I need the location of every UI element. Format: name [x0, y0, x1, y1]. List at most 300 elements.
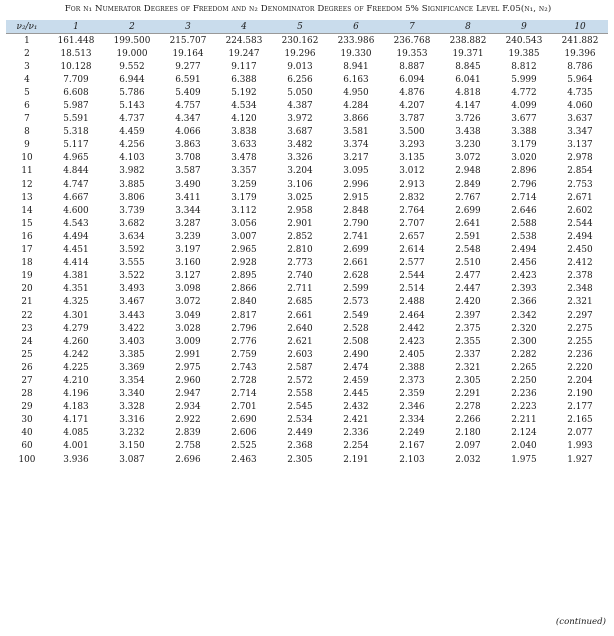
- table-cell: 2.321: [455, 362, 481, 373]
- table-cell: 2.714: [511, 192, 537, 203]
- table-row: [6, 453, 608, 466]
- table-cell: 2.282: [511, 349, 537, 360]
- table-cell: 3.982: [119, 166, 145, 177]
- table-cell: 2.764: [399, 205, 425, 216]
- table-cell: 233.986: [328, 34, 384, 48]
- table-cell: 19.353: [396, 48, 428, 59]
- column-header: 10: [552, 20, 608, 34]
- table-cell: 2.602: [567, 205, 593, 216]
- table-cell: 2.423: [399, 336, 425, 347]
- table-cell: 3.634: [119, 231, 145, 242]
- table-row: [6, 178, 608, 191]
- row-df-label: 22: [21, 310, 33, 321]
- table-cell: 4.260: [63, 336, 89, 347]
- table-cell: 9.013: [287, 61, 313, 72]
- table-cell: 4.818: [455, 87, 481, 98]
- table-cell: 2.477: [455, 271, 481, 282]
- header-row: [6, 20, 608, 34]
- table-cell: 2.796: [231, 323, 257, 334]
- table-cell: 240.543: [496, 34, 552, 48]
- table-cell: 2.494: [567, 231, 593, 242]
- column-header: 1: [48, 20, 104, 34]
- table-row: [6, 152, 608, 165]
- table-cell: 3.838: [231, 127, 257, 138]
- table-cell: 3.179: [511, 140, 537, 151]
- table-cell: 2.514: [399, 284, 425, 295]
- row-df-label: 5: [24, 87, 30, 98]
- table-cell: 3.682: [119, 218, 145, 229]
- table-cell: 3.127: [175, 271, 201, 282]
- table-cell: 18.513: [60, 48, 92, 59]
- table-cell: 4.147: [455, 101, 481, 112]
- table-cell: 3.726: [455, 114, 481, 125]
- table-cell: 241.882: [552, 34, 608, 48]
- row-df-label: 1: [6, 34, 48, 48]
- table-cell: 2.450: [567, 245, 593, 256]
- column-header: 4: [216, 20, 272, 34]
- table-cell: 3.787: [399, 114, 425, 125]
- table-cell: 2.538: [511, 231, 537, 242]
- table-cell: 4.279: [63, 323, 89, 334]
- row-df-label: 21: [21, 297, 33, 308]
- table-row: [6, 270, 608, 283]
- table-cell: 3.592: [119, 245, 145, 256]
- table-cell: 7.709: [63, 74, 89, 85]
- table-cell: 2.573: [343, 297, 369, 308]
- corner-label: ν₂/ν₁: [6, 20, 48, 34]
- table-cell: 4.414: [63, 258, 89, 269]
- table-cell: 3.009: [175, 336, 201, 347]
- table-cell: 199.500: [104, 34, 160, 48]
- table-cell: 3.467: [119, 297, 145, 308]
- row-df-label: 40: [21, 428, 33, 439]
- table-row: [6, 388, 608, 401]
- table-cell: 6.591: [175, 74, 201, 85]
- table-cell: 2.741: [343, 231, 369, 242]
- table-cell: 230.162: [272, 34, 328, 48]
- table-cell: 2.191: [343, 454, 369, 465]
- table-cell: 3.106: [287, 179, 313, 190]
- table-cell: 2.449: [287, 428, 313, 439]
- table-cell: 4.965: [63, 153, 89, 164]
- table-cell: 2.355: [455, 336, 481, 347]
- column-header: 5: [272, 20, 328, 34]
- table-cell: 2.958: [287, 205, 313, 216]
- table-cell: 2.297: [567, 310, 593, 321]
- row-df-label: 13: [21, 192, 33, 203]
- table-cell: 3.326: [287, 153, 313, 164]
- table-cell: 2.266: [455, 415, 481, 426]
- table-cell: 2.996: [343, 179, 369, 190]
- table-cell: 3.422: [119, 323, 145, 334]
- table-cell: 2.991: [175, 349, 201, 360]
- table-cell: 4.387: [287, 101, 313, 112]
- table-cell: 3.687: [287, 127, 313, 138]
- table-row: [6, 139, 608, 152]
- table-cell: 3.025: [287, 192, 313, 203]
- table-cell: 4.950: [343, 87, 369, 98]
- table-cell: 3.204: [287, 166, 313, 177]
- table-cell: 2.373: [399, 375, 425, 386]
- table-cell: 2.743: [231, 362, 257, 373]
- table-cell: 2.336: [343, 428, 369, 439]
- table-cell: 2.960: [175, 375, 201, 386]
- table-cell: 3.443: [119, 310, 145, 321]
- table-row: [6, 440, 608, 453]
- table-cell: 2.558: [287, 389, 313, 400]
- table-cell: 3.354: [119, 375, 145, 386]
- table-cell: 3.239: [175, 231, 201, 242]
- row-df-label: 28: [21, 389, 33, 400]
- table-cell: 2.490: [343, 349, 369, 360]
- table-cell: 2.621: [287, 336, 313, 347]
- table-cell: 2.776: [231, 336, 257, 347]
- table-cell: 3.344: [175, 205, 201, 216]
- row-df-label: 11: [21, 166, 33, 177]
- table-cell: 224.583: [216, 34, 272, 48]
- row-df-label: 12: [21, 179, 33, 190]
- table-cell: 1.927: [567, 454, 593, 465]
- table-cell: 6.608: [63, 87, 89, 98]
- table-row: [6, 126, 608, 139]
- table-row: [6, 374, 608, 387]
- table-cell: 5.786: [119, 87, 145, 98]
- table-cell: 236.768: [384, 34, 440, 48]
- table-cell: 3.863: [175, 140, 201, 151]
- table-cell: 4.459: [119, 127, 145, 138]
- row-df-label: 6: [24, 101, 30, 112]
- table-row: [6, 335, 608, 348]
- table-cell: 2.839: [175, 428, 201, 439]
- table-cell: 3.490: [175, 179, 201, 190]
- table-cell: 3.007: [231, 231, 257, 242]
- table-cell: 3.438: [455, 127, 481, 138]
- table-cell: 1.975: [511, 454, 537, 465]
- table-cell: 2.915: [343, 192, 369, 203]
- table-cell: 2.525: [231, 441, 257, 452]
- table-cell: 2.549: [343, 310, 369, 321]
- table-cell: 2.796: [511, 179, 537, 190]
- table-cell: 2.599: [343, 284, 369, 295]
- table-row: [6, 34, 608, 48]
- table-cell: 3.217: [343, 153, 369, 164]
- table-cell: 3.232: [119, 428, 145, 439]
- table-cell: 2.975: [175, 362, 201, 373]
- table-cell: 4.225: [63, 362, 89, 373]
- table-cell: 3.369: [119, 362, 145, 373]
- table-cell: 2.572: [287, 375, 313, 386]
- column-header: 8: [440, 20, 496, 34]
- table-cell: 2.545: [287, 402, 313, 413]
- table-cell: 2.265: [511, 362, 537, 373]
- table-cell: 19.247: [228, 48, 260, 59]
- table-cell: 2.817: [231, 310, 257, 321]
- table-cell: 8.887: [399, 61, 425, 72]
- table-cell: 1.993: [567, 441, 593, 452]
- table-cell: 3.328: [119, 402, 145, 413]
- table-cell: 3.739: [119, 205, 145, 216]
- table-cell: 4.196: [63, 389, 89, 400]
- table-cell: 19.396: [564, 48, 596, 59]
- row-df-label: 20: [21, 284, 33, 295]
- row-df-label: 100: [18, 454, 36, 465]
- row-df-label: 26: [21, 362, 33, 373]
- table-cell: 4.325: [63, 297, 89, 308]
- row-df-label: 10: [21, 153, 33, 164]
- table-cell: 2.685: [287, 297, 313, 308]
- table-cell: 6.388: [231, 74, 257, 85]
- table-row: [6, 204, 608, 217]
- table-cell: 3.259: [231, 179, 257, 190]
- table-cell: 2.534: [287, 415, 313, 426]
- table-cell: 19.385: [508, 48, 540, 59]
- table-row: [6, 322, 608, 335]
- table-cell: 3.028: [175, 323, 201, 334]
- table-cell: 3.179: [231, 192, 257, 203]
- table-cell: 3.056: [231, 218, 257, 229]
- table-cell: 19.371: [452, 48, 484, 59]
- table-row: [6, 99, 608, 112]
- table-cell: 4.301: [63, 310, 89, 321]
- table-cell: 3.677: [511, 114, 537, 125]
- table-cell: 2.275: [567, 323, 593, 334]
- table-cell: 6.944: [119, 74, 145, 85]
- table-cell: 3.072: [175, 297, 201, 308]
- table-cell: 4.735: [567, 87, 593, 98]
- table-cell: 8.845: [455, 61, 481, 72]
- row-df-label: 16: [21, 231, 33, 242]
- table-cell: 4.451: [63, 245, 89, 256]
- table-cell: 2.544: [399, 271, 425, 282]
- table-cell: 2.204: [567, 375, 593, 386]
- table-cell: 2.810: [287, 245, 313, 256]
- table-cell: 3.095: [343, 166, 369, 177]
- table-cell: 4.844: [63, 166, 89, 177]
- table-cell: 3.374: [343, 140, 369, 151]
- table-cell: 2.606: [231, 428, 257, 439]
- table-cell: 2.305: [455, 375, 481, 386]
- row-df-label: 60: [21, 441, 33, 452]
- table-cell: 2.375: [455, 323, 481, 334]
- table-cell: 2.640: [287, 323, 313, 334]
- table-cell: 3.340: [119, 389, 145, 400]
- table-cell: 2.928: [231, 258, 257, 269]
- row-df-label: 25: [21, 349, 33, 360]
- table-cell: 3.972: [287, 114, 313, 125]
- table-cell: 2.603: [287, 349, 313, 360]
- table-cell: 238.882: [440, 34, 496, 48]
- table-cell: 2.701: [231, 402, 257, 413]
- column-header: 2: [104, 20, 160, 34]
- table-cell: 2.696: [175, 454, 201, 465]
- column-header: 3: [160, 20, 216, 34]
- table-cell: 2.707: [399, 218, 425, 229]
- table-cell: 8.812: [511, 61, 537, 72]
- table-row: [6, 60, 608, 73]
- table-cell: 2.854: [567, 166, 593, 177]
- table-cell: 2.840: [231, 297, 257, 308]
- table-cell: 4.757: [175, 101, 201, 112]
- table-cell: 4.747: [63, 179, 89, 190]
- table-cell: 4.351: [63, 284, 89, 295]
- table-cell: 2.421: [343, 415, 369, 426]
- table-cell: 3.385: [119, 349, 145, 360]
- table-row: [6, 361, 608, 374]
- table-cell: 2.459: [343, 375, 369, 386]
- table-cell: 3.936: [63, 454, 89, 465]
- table-cell: 2.346: [399, 402, 425, 413]
- table-cell: 2.040: [511, 441, 537, 452]
- table-cell: 5.591: [63, 114, 89, 125]
- column-header: 7: [384, 20, 440, 34]
- table-cell: 2.922: [175, 415, 201, 426]
- table-cell: 3.287: [175, 218, 201, 229]
- row-df-label: 14: [21, 205, 33, 216]
- table-cell: 4.347: [175, 114, 201, 125]
- table-cell: 2.359: [399, 389, 425, 400]
- table-cell: 6.256: [287, 74, 313, 85]
- table-cell: 2.711: [287, 284, 313, 295]
- row-df-label: 7: [24, 114, 30, 125]
- table-cell: 2.832: [399, 192, 425, 203]
- table-cell: 4.737: [119, 114, 145, 125]
- f-distribution-table: [6, 20, 608, 466]
- table-cell: 2.124: [511, 428, 537, 439]
- table-cell: 9.117: [231, 61, 257, 72]
- table-row: [6, 244, 608, 257]
- table-cell: 4.001: [63, 441, 89, 452]
- table-cell: 2.699: [343, 245, 369, 256]
- table-cell: 2.901: [287, 218, 313, 229]
- table-cell: 5.318: [63, 127, 89, 138]
- table-cell: 19.000: [116, 48, 148, 59]
- table-cell: 3.160: [175, 258, 201, 269]
- table-cell: 2.641: [455, 218, 481, 229]
- row-df-label: 19: [21, 271, 33, 282]
- table-cell: 4.543: [63, 218, 89, 229]
- table-cell: 2.249: [399, 428, 425, 439]
- table-cell: 3.403: [119, 336, 145, 347]
- table-cell: 2.849: [455, 179, 481, 190]
- table-cell: 4.085: [63, 428, 89, 439]
- table-cell: 2.447: [455, 284, 481, 295]
- table-cell: 4.494: [63, 231, 89, 242]
- row-df-label: 27: [21, 375, 33, 386]
- table-cell: 4.534: [231, 101, 257, 112]
- table-cell: 2.494: [511, 245, 537, 256]
- table-cell: 4.284: [343, 101, 369, 112]
- table-cell: 4.120: [231, 114, 257, 125]
- table-cell: 19.296: [284, 48, 316, 59]
- table-cell: 4.381: [63, 271, 89, 282]
- table-cell: 3.020: [511, 153, 537, 164]
- table-cell: 2.420: [455, 297, 481, 308]
- table-cell: 6.094: [399, 74, 425, 85]
- table-cell: 2.291: [455, 389, 481, 400]
- table-cell: 2.548: [455, 245, 481, 256]
- table-cell: 3.708: [175, 153, 201, 164]
- table-cell: 2.254: [343, 441, 369, 452]
- table-cell: 2.180: [455, 428, 481, 439]
- table-cell: 3.072: [455, 153, 481, 164]
- table-row: [6, 73, 608, 86]
- table-cell: 2.032: [455, 454, 481, 465]
- table-cell: 5.143: [119, 101, 145, 112]
- table-cell: 3.500: [399, 127, 425, 138]
- table-cell: 3.388: [511, 127, 537, 138]
- table-cell: 2.300: [511, 336, 537, 347]
- table-cell: 2.236: [511, 389, 537, 400]
- table-cell: 4.066: [175, 127, 201, 138]
- table-cell: 2.368: [287, 441, 313, 452]
- table-cell: 4.103: [119, 153, 145, 164]
- table-row: [6, 217, 608, 230]
- table-cell: 10.128: [60, 61, 92, 72]
- table-row: [6, 348, 608, 361]
- table-cell: 2.220: [567, 362, 593, 373]
- table-cell: 2.378: [567, 271, 593, 282]
- table-cell: 2.852: [287, 231, 313, 242]
- table-cell: 5.409: [175, 87, 201, 98]
- table-cell: 2.790: [343, 218, 369, 229]
- table-cell: 2.699: [455, 205, 481, 216]
- table-cell: 2.337: [455, 349, 481, 360]
- table-cell: 3.806: [119, 192, 145, 203]
- table-cell: 8.786: [567, 61, 593, 72]
- table-cell: 161.448: [48, 34, 104, 48]
- table-cell: 2.588: [511, 218, 537, 229]
- table-cell: 2.773: [287, 258, 313, 269]
- table-cell: 2.714: [231, 389, 257, 400]
- table-cell: 2.167: [399, 441, 425, 452]
- table-cell: 19.164: [172, 48, 204, 59]
- table-cell: 3.197: [175, 245, 201, 256]
- table-cell: 2.510: [455, 258, 481, 269]
- table-cell: 215.707: [160, 34, 216, 48]
- table-cell: 3.493: [119, 284, 145, 295]
- row-df-label: 17: [21, 245, 33, 256]
- table-cell: 2.528: [343, 323, 369, 334]
- table-cell: 2.432: [343, 402, 369, 413]
- table-row: [6, 191, 608, 204]
- table-cell: 3.347: [567, 127, 593, 138]
- table-cell: 4.772: [511, 87, 537, 98]
- table-cell: 5.117: [63, 140, 89, 151]
- table-cell: 4.207: [399, 101, 425, 112]
- table-cell: 3.411: [175, 192, 201, 203]
- table-cell: 2.896: [511, 166, 537, 177]
- column-header: 9: [496, 20, 552, 34]
- table-cell: 2.934: [175, 402, 201, 413]
- table-cell: 2.278: [455, 402, 481, 413]
- table-cell: 2.342: [511, 310, 537, 321]
- table-cell: 2.508: [343, 336, 369, 347]
- table-cell: 2.463: [231, 454, 257, 465]
- column-header: 6: [328, 20, 384, 34]
- row-df-label: 3: [24, 61, 30, 72]
- table-cell: 3.633: [231, 140, 257, 151]
- table-cell: 2.758: [175, 441, 201, 452]
- row-df-label: 15: [21, 218, 33, 229]
- table-row: [6, 113, 608, 126]
- table-cell: 2.320: [511, 323, 537, 334]
- table-cell: 2.165: [567, 415, 593, 426]
- table-cell: 2.913: [399, 179, 425, 190]
- table-cell: 3.637: [567, 114, 593, 125]
- table-cell: 4.210: [63, 375, 89, 386]
- table-cell: 3.135: [399, 153, 425, 164]
- table-cell: 2.753: [567, 179, 593, 190]
